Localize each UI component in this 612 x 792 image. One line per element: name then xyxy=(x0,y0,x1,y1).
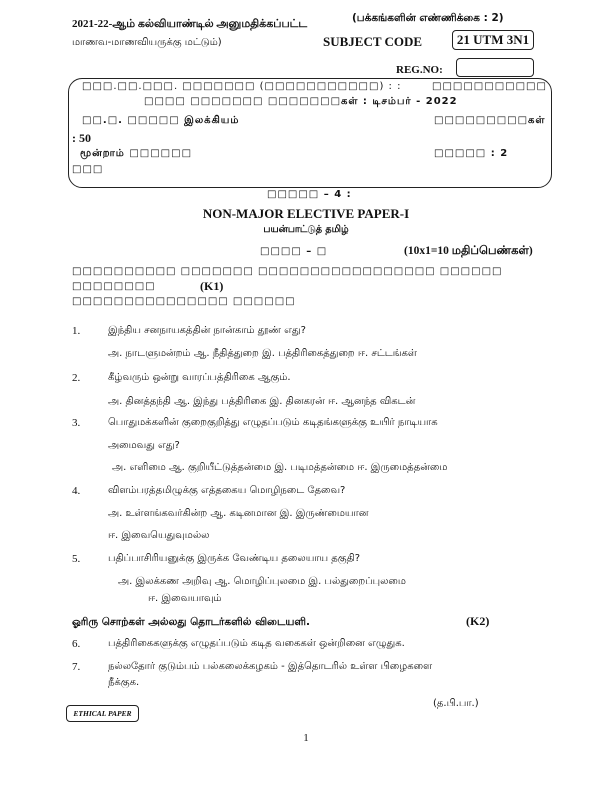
question-number: 3. xyxy=(72,417,81,429)
question-text: பத்திரிகைகளுக்கு எழுதப்படும் கடித வகைகள் ஒன்றினை எழுதுக. xyxy=(108,638,405,649)
section-a-marks: (10x1=10 மதிப்பெண்கள்) xyxy=(404,245,533,257)
question-text: பதிப்பாசிரியனுக்கு இருக்க வேண்டிய தலையாய தகுதி? xyxy=(108,553,361,564)
regno-input-box xyxy=(456,58,534,77)
question-number: 2. xyxy=(72,372,81,384)
page-number: 1 xyxy=(303,732,309,744)
ethical-paper-box xyxy=(66,705,139,722)
question-text: நல்லதோர் குடும்பம் பல்கலைக்கழகம் - இத்தொடரில் உள்ள பிழைகளை xyxy=(108,661,433,672)
question-text-cont: நீக்குக. xyxy=(108,677,140,688)
header-year-line xyxy=(72,12,307,32)
turn-page-note: (த.பி.பா.) xyxy=(433,698,479,709)
question-options-cont: ஈ. இவையெதுவுமல்ல xyxy=(108,530,210,541)
exam-line1-left: □□□.□□.□□□. □□□□□□□ (□□□□□□□□□□□) : : xyxy=(82,81,402,92)
exam-info-box xyxy=(68,78,552,188)
question-options: அ. எளிமை ஆ. குறியீட்டுத்தன்மை இ. படிமத்தன்மை ஈ. இருமைத்தன்மை xyxy=(112,462,448,473)
question-text-cont: அமைவது எது? xyxy=(108,440,180,451)
question-number: 5. xyxy=(72,553,81,565)
paper-title: NON-MAJOR ELECTIVE PAPER-I xyxy=(202,206,410,221)
question-number: 7. xyxy=(72,661,81,673)
question-number: 6. xyxy=(72,638,81,650)
question-text: கீழ்வரும் ஒன்று வாரப்பத்திரிகை ஆகும். xyxy=(108,372,291,383)
question-number: 1. xyxy=(72,325,81,337)
year-text: 2021-22-ஆம் கல்வியாண்டில் அனுமதிக்கப்பட்ட xyxy=(72,18,308,30)
question-text: பொதுமக்களின் குறைகுறித்து எழுதப்படும் கடிதங்களுக்கு உயிர் நாடியாக xyxy=(108,417,438,428)
section-a-instruction-2: □□□□□□□□ xyxy=(72,281,156,292)
section-a-instruction-3: □□□□□□□□□□□□□□□ □□□□□□ xyxy=(72,296,296,307)
subject-code-box xyxy=(452,30,534,50)
course-name: □□.□. □□□□□ இலக்கியம் xyxy=(82,115,240,126)
question-options: அ. தினத்தந்தி ஆ. இந்து பத்திரிகை இ. தினகரன் ஈ. ஆனந்த விகடன் xyxy=(108,396,416,407)
duration-unit: □□□ xyxy=(72,164,104,175)
section-a-instruction-1: □□□□□□□□□□ □□□□□□□ □□□□□□□□□□□□□□□□□ □□□□□□ xyxy=(72,266,503,277)
question-options: அ. இலக்கண அறிவு ஆ. மொழிப்புலமை இ. பல்துறைப்புலமை xyxy=(118,576,406,587)
paper-subtitle: பயன்பாட்டுத் தமிழ் xyxy=(263,224,349,235)
section-k2-instruction: ஓரிரு சொற்கள் அல்லது தொடர்களில் விடையளி. xyxy=(72,616,310,628)
question-text: இந்திய சனநாயகத்தின் நான்காம் தூண் எது? xyxy=(108,325,306,336)
section-k2-k-level: (K2) xyxy=(466,614,490,628)
duration-label: □□□□□ : 2 xyxy=(434,148,509,159)
question-options: அ. நாடளுமன்றம் ஆ. நீதித்துறை இ. பத்திரிகைத்துறை ஈ. சட்டங்கள் xyxy=(108,348,417,359)
question-options-cont: ஈ. இவையாவும் xyxy=(148,593,222,604)
part-title: □□□□□ – 4 : xyxy=(267,189,352,200)
exam-line2: □□□□ □□□□□□□ □□□□□□□கள் : டிசம்பர் - 2022 xyxy=(144,96,458,107)
subject-code-value: 21 UTM 3N1 xyxy=(456,32,530,47)
question-number: 4. xyxy=(72,485,81,497)
section-a-label: □□□□ – □ xyxy=(260,246,328,257)
ethical-paper-label: ETHICAL PAPER xyxy=(73,709,132,718)
regno-label: REG.NO: xyxy=(396,64,443,76)
students-only-note: மாணவ-மாணவியருக்கு மட்டும்) xyxy=(72,37,222,48)
semester-label: மூன்றாம் □□□□□□ xyxy=(80,148,193,159)
max-marks-label: □□□□□□□□□கள் xyxy=(434,115,546,126)
pages-note: (பக்கங்களின் எண்ணிக்கை : 2) xyxy=(352,12,504,24)
question-options: அ. உள்ளங்கவர்கின்ற ஆ. கடினமான இ. இருண்மையான xyxy=(108,508,369,519)
max-marks-value: : 50 xyxy=(72,131,91,145)
section-a-k-level: (K1) xyxy=(200,279,224,293)
exam-line1-right: □□□□□□□□□□□ xyxy=(432,81,547,92)
question-text: விளம்பரத்தமிழுக்கு எத்தகைய மொழிநடை தேவை? xyxy=(108,485,346,496)
subject-code-label: SUBJECT CODE xyxy=(323,34,423,49)
